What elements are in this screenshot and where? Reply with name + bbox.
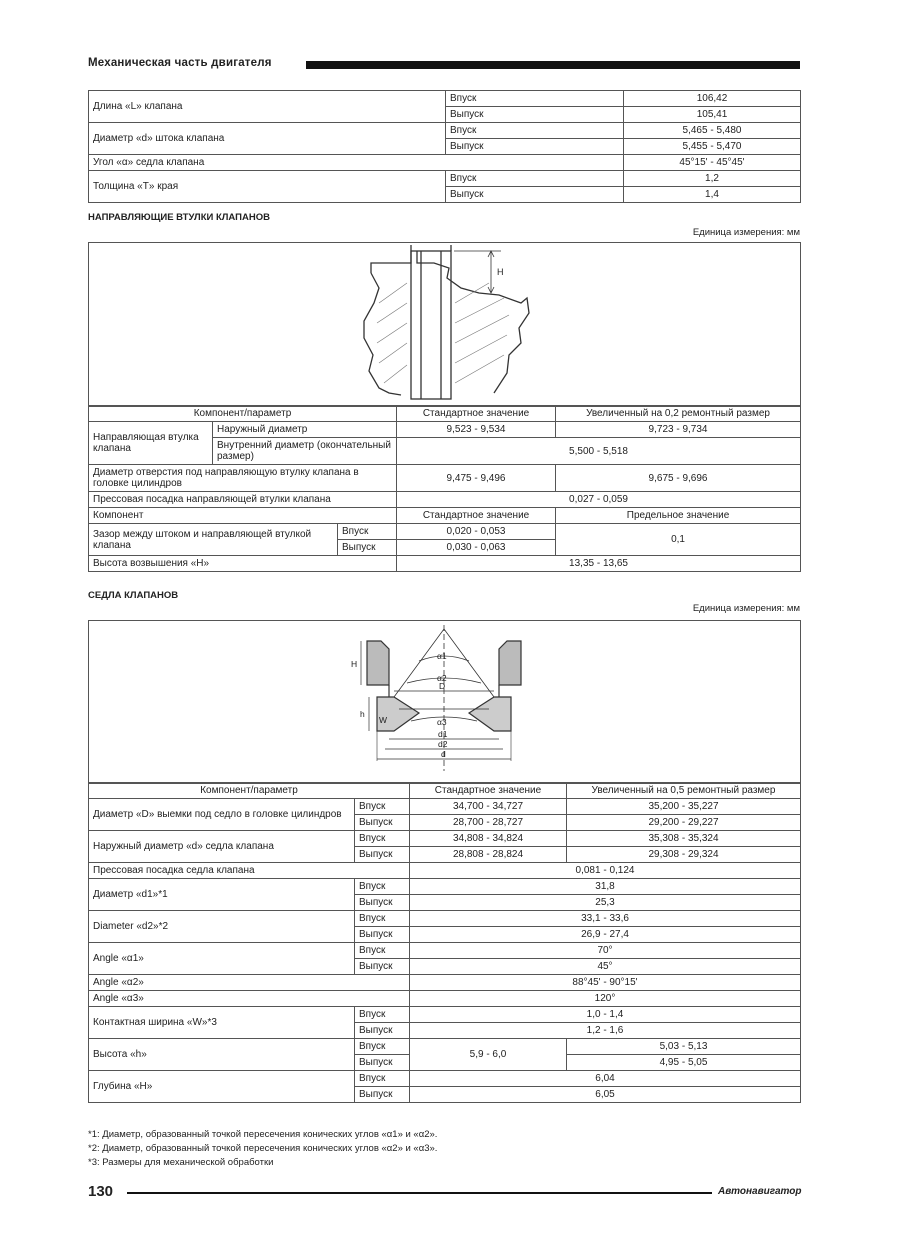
valve-seat-figure	[88, 620, 801, 784]
valve-guide-table	[88, 405, 801, 572]
table-row: Angle «α2» 88°45' - 90°15'	[89, 975, 801, 991]
table-row: Выпуск 105,41	[89, 107, 801, 123]
table-row: Выпуск 28,700 - 28,727 29,200 - 29,227	[89, 815, 801, 831]
table-row: Направляющая втулка клапана Наружный диаметр 9,523 - 9,534 9,723 - 9,734	[89, 422, 801, 438]
valve-guide-diagram	[89, 243, 800, 406]
table-row: Angle «α1» Впуск 70°	[89, 943, 801, 959]
valve-seat-diagram	[89, 621, 800, 783]
unit-label: Единица измерения: мм	[692, 603, 800, 614]
table-row: Выпуск 28,808 - 28,824 29,308 - 29,324	[89, 847, 801, 863]
publisher-brand: Автонавигатор	[718, 1186, 802, 1197]
table-row: Внутренний диаметр (окончательный размер) 5,500 - 5,518	[89, 438, 801, 465]
table-row: Зазор между штоком и направляющей втулкой клапана Впуск 0,020 - 0,053 0,1	[89, 524, 801, 540]
table-row: Высота возвышения «H» 13,35 - 13,65	[89, 556, 801, 572]
table-row: Выпуск 45°	[89, 959, 801, 975]
row-label: Диаметр «d» штока клапана	[89, 123, 446, 155]
table-row: Высота «h» Впуск 5,9 - 6,0 5,03 - 5,13	[89, 1039, 801, 1055]
table-header-row: Компонент Стандартное значение Предельное значение	[89, 508, 801, 524]
figure-label-d: d	[441, 749, 446, 759]
table-row: Толщина «T» края Впуск 1,2	[89, 171, 801, 187]
figure-label-W: W	[379, 715, 388, 725]
section-title-valve-seats: СЕДЛА КЛАПАНОВ	[88, 590, 179, 601]
table-row: Angle «α3» 120°	[89, 991, 801, 1007]
valve-seat-table	[88, 782, 801, 1103]
header-rule	[306, 61, 800, 69]
figure-label-H: H	[351, 659, 358, 669]
table-header-row: Компонент/параметр Стандартное значение Увеличенный на 0,5 ремонтный размер	[89, 783, 801, 799]
valve-guide-figure	[88, 242, 801, 407]
section-title-valve-guides: НАПРАВЛЯЮЩИЕ ВТУЛКИ КЛАПАНОВ	[88, 212, 270, 223]
unit-label: Единица измерения: мм	[692, 227, 800, 238]
footnote-3: *3: Размеры для механической обработки	[88, 1157, 274, 1168]
figure-label-a1: α1	[437, 651, 447, 661]
footnote-2: *2: Диаметр, образованный точкой пересечения конических углов «α2» и «α3».	[88, 1143, 438, 1154]
table-row: Выпуск 0,030 - 0,063	[89, 540, 801, 556]
page-number: 130	[88, 1183, 114, 1200]
row-label: Длина «L» клапана	[89, 91, 446, 123]
valve-dimensions-table	[88, 90, 801, 203]
figure-label-a2: α2	[437, 673, 447, 683]
table-row: Длина «L» клапана Впуск 106,42	[89, 91, 801, 107]
figure-label-a3: α3	[437, 717, 447, 727]
row-label: Угол «α» седла клапана	[89, 155, 624, 171]
row-label: Толщина «T» края	[89, 171, 446, 203]
table-row: Diameter «d2»*2 Впуск 33,1 - 33,6	[89, 911, 801, 927]
figure-label-d1: d1	[438, 729, 448, 739]
table-row: Угол «α» седла клапана 45°15' - 45°45'	[89, 155, 801, 171]
table-row: Выпуск 26,9 - 27,4	[89, 927, 801, 943]
footer-rule	[127, 1192, 712, 1194]
page-header-title: Механическая часть двигателя	[88, 57, 272, 69]
table-row: Выпуск 4,95 - 5,05	[89, 1055, 801, 1071]
table-row: Выпуск 25,3	[89, 895, 801, 911]
page-header	[88, 57, 800, 71]
table-row: Наружный диаметр «d» седла клапана Впуск 34,808 - 34,824 35,308 - 35,324	[89, 831, 801, 847]
figure-label-D: D	[439, 681, 446, 691]
table-row: Выпуск 1,2 - 1,6	[89, 1023, 801, 1039]
table-header-row: Компонент/параметр Стандартное значение Увеличенный на 0,2 ремонтный размер	[89, 406, 801, 422]
figure-label-d2: d2	[438, 739, 448, 749]
table-row: Выпуск 6,05	[89, 1087, 801, 1103]
table-row: Прессовая посадка направляющей втулки клапана 0,027 - 0,059	[89, 492, 801, 508]
table-row: Прессовая посадка седла клапана 0,081 - 0,124	[89, 863, 801, 879]
table-row: Выпуск 5,455 - 5,470	[89, 139, 801, 155]
table-row: Диаметр «d» штока клапана Впуск 5,465 - 5,480	[89, 123, 801, 139]
figure-label-h: h	[360, 709, 365, 719]
footnote-1: *1: Диаметр, образованный точкой пересечения конических углов «α1» и «α2».	[88, 1129, 438, 1140]
table-row: Диаметр «d1»*1 Впуск 31,8	[89, 879, 801, 895]
table-row: Диаметр отверстия под направляющую втулку клапана в головке цилиндров 9,475 - 9,496 9,675 - 9,696	[89, 465, 801, 492]
table-row: Контактная ширина «W»*3 Впуск 1,0 - 1,4	[89, 1007, 801, 1023]
table-row: Выпуск 1,4	[89, 187, 801, 203]
table-row: Диаметр «D» выемки под седло в головке цилиндров Впуск 34,700 - 34,727 35,200 - 35,227	[89, 799, 801, 815]
figure-label-h: H	[497, 267, 504, 277]
table-row: Глубина «H» Впуск 6,04	[89, 1071, 801, 1087]
